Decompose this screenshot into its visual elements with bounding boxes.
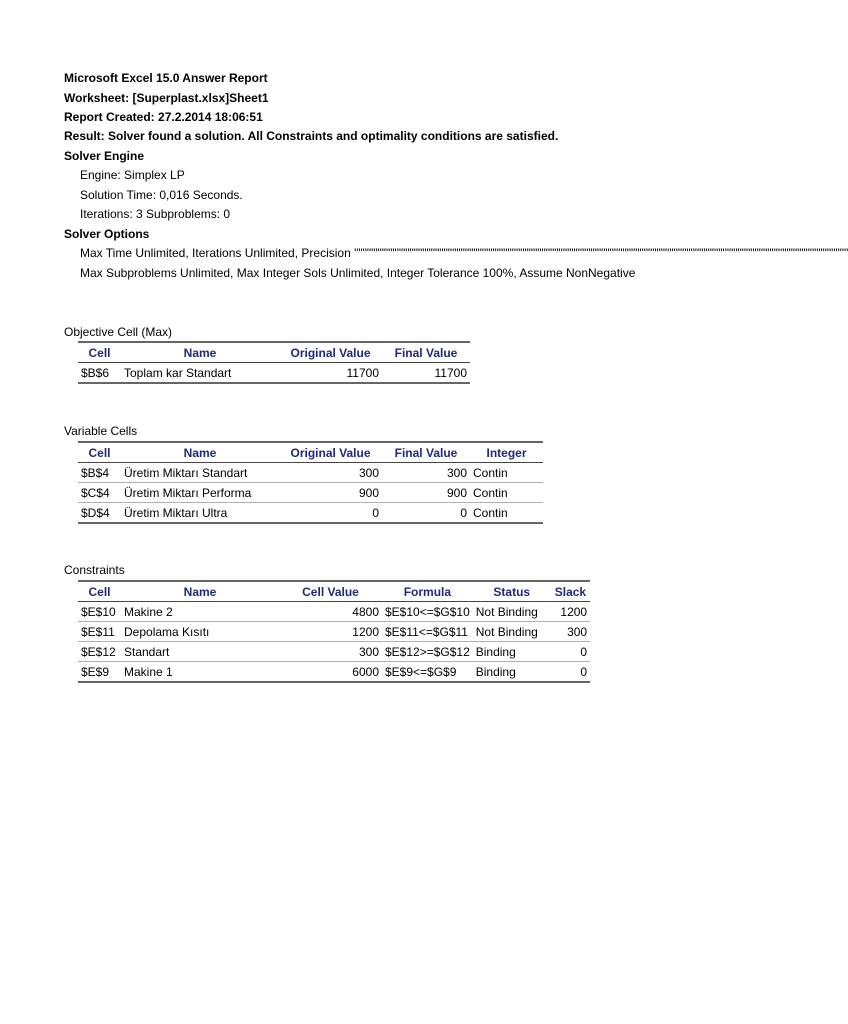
cell-name: Standart xyxy=(124,644,170,659)
objective-section-title: Objective Cell (Max) xyxy=(64,325,173,339)
col-header-slack: Slack xyxy=(551,581,590,602)
formula: $E$10<=$G$10 xyxy=(385,604,470,619)
col-header-original-value: Original Value xyxy=(279,342,382,363)
options-line-2: Max Subproblems Unlimited, Max Integer Sols Unlimited, Integer Tolerance 100%, Assume NonNegative xyxy=(80,266,636,280)
cell-ref: $C$4 xyxy=(81,485,110,500)
original-value: 300 xyxy=(358,465,379,480)
slack: 0 xyxy=(580,664,588,679)
cell-ref: $B$6 xyxy=(81,365,110,380)
options-line-1: Max Time Unlimited, Iterations Unlimited, Precision """""""""""""""""""""""""""""""""""""""""""""""""""""""""""""""""""""""""""""""""""""""""""""""""""""""""""""""""""" xyxy=(80,246,848,260)
col-header-cell-value: Cell Value xyxy=(279,581,382,602)
final-value: 300 xyxy=(446,465,467,480)
original-value: 0 xyxy=(372,505,379,520)
table-row xyxy=(78,463,543,483)
variables-header-row xyxy=(78,442,543,463)
slack: 300 xyxy=(567,624,588,639)
cell-name: Makine 2 xyxy=(124,604,173,619)
table-row xyxy=(78,503,543,524)
cell-value: 1200 xyxy=(352,624,379,639)
solver-engine-heading: Solver Engine xyxy=(64,149,145,163)
cell-ref: $E$12 xyxy=(81,644,116,659)
report-created-line: Report Created: 27.2.2014 18:06:51 xyxy=(64,110,263,124)
cell-name: Üretim Miktarı Performa xyxy=(124,485,252,500)
integer-type: Contin xyxy=(473,465,508,480)
integer-type: Contin xyxy=(473,505,508,520)
cell-name: Toplam kar Standart xyxy=(124,365,232,380)
table-row xyxy=(78,363,470,384)
col-header-final-value: Final Value xyxy=(382,342,470,363)
col-header-name: Name xyxy=(121,342,279,363)
solution-time-line: Solution Time: 0,016 Seconds. xyxy=(80,188,243,202)
cell-ref: $D$4 xyxy=(81,505,110,520)
cell-name: Üretim Miktarı Ultra xyxy=(124,505,228,520)
col-header-status: Status xyxy=(473,581,551,602)
col-header-name: Name xyxy=(121,442,279,463)
cell-name: Üretim Miktarı Standart xyxy=(124,465,248,480)
status: Binding xyxy=(475,644,516,659)
col-header-original-value: Original Value xyxy=(279,442,382,463)
cell-value: 300 xyxy=(358,644,379,659)
cell-ref: $E$10 xyxy=(81,604,116,619)
col-header-cell: Cell xyxy=(78,442,121,463)
integer-type: Contin xyxy=(473,485,508,500)
formula: $E$12>=$G$12 xyxy=(385,644,470,659)
solver-options-heading: Solver Options xyxy=(64,227,150,241)
col-header-cell: Cell xyxy=(78,342,121,363)
original-value: 11700 xyxy=(346,365,379,380)
col-header-final-value: Final Value xyxy=(382,442,470,463)
cell-value: 6000 xyxy=(352,664,379,679)
variables-table xyxy=(78,441,543,524)
constraints-table xyxy=(78,580,590,683)
cell-value: 4800 xyxy=(352,604,379,619)
col-header-formula: Formula xyxy=(382,581,473,602)
table-row xyxy=(78,662,590,683)
col-header-name: Name xyxy=(121,581,279,602)
variables-section-title: Variable Cells xyxy=(64,424,138,438)
table-row xyxy=(78,622,590,642)
worksheet-line: Worksheet: [Superplast.xlsx]Sheet1 xyxy=(64,91,269,105)
objective-header-row xyxy=(78,342,470,363)
cell-ref: $B$4 xyxy=(81,465,110,480)
status: Binding xyxy=(475,664,516,679)
table-row xyxy=(78,642,590,662)
slack: 1200 xyxy=(560,604,588,619)
col-header-integer: Integer xyxy=(470,442,543,463)
final-value: 11700 xyxy=(434,365,467,380)
cell-ref: $E$9 xyxy=(81,664,110,679)
formula: $E$11<=$G$11 xyxy=(385,624,468,639)
cell-name: Makine 1 xyxy=(124,664,173,679)
constraints-header-row xyxy=(78,581,590,602)
status: Not Binding xyxy=(475,624,538,639)
col-header-cell: Cell xyxy=(78,581,121,602)
status: Not Binding xyxy=(475,604,538,619)
table-row xyxy=(78,483,543,503)
cell-name: Depolama Kısıtı xyxy=(124,624,210,639)
constraints-section-title: Constraints xyxy=(64,563,125,577)
iterations-line: Iterations: 3 Subproblems: 0 xyxy=(80,207,231,221)
cell-ref: $E$11 xyxy=(81,624,115,639)
objective-table xyxy=(78,341,470,384)
result-line: Result: Solver found a solution. All Constraints and optimality conditions are satisfied. xyxy=(64,129,559,143)
final-value: 900 xyxy=(446,485,467,500)
report-title: Microsoft Excel 15.0 Answer Report xyxy=(64,71,268,85)
formula: $E$9<=$G$9 xyxy=(385,664,457,679)
table-row xyxy=(78,602,590,622)
final-value: 0 xyxy=(460,505,467,520)
slack: 0 xyxy=(580,644,588,659)
original-value: 900 xyxy=(358,485,379,500)
engine-line: Engine: Simplex LP xyxy=(80,168,185,182)
